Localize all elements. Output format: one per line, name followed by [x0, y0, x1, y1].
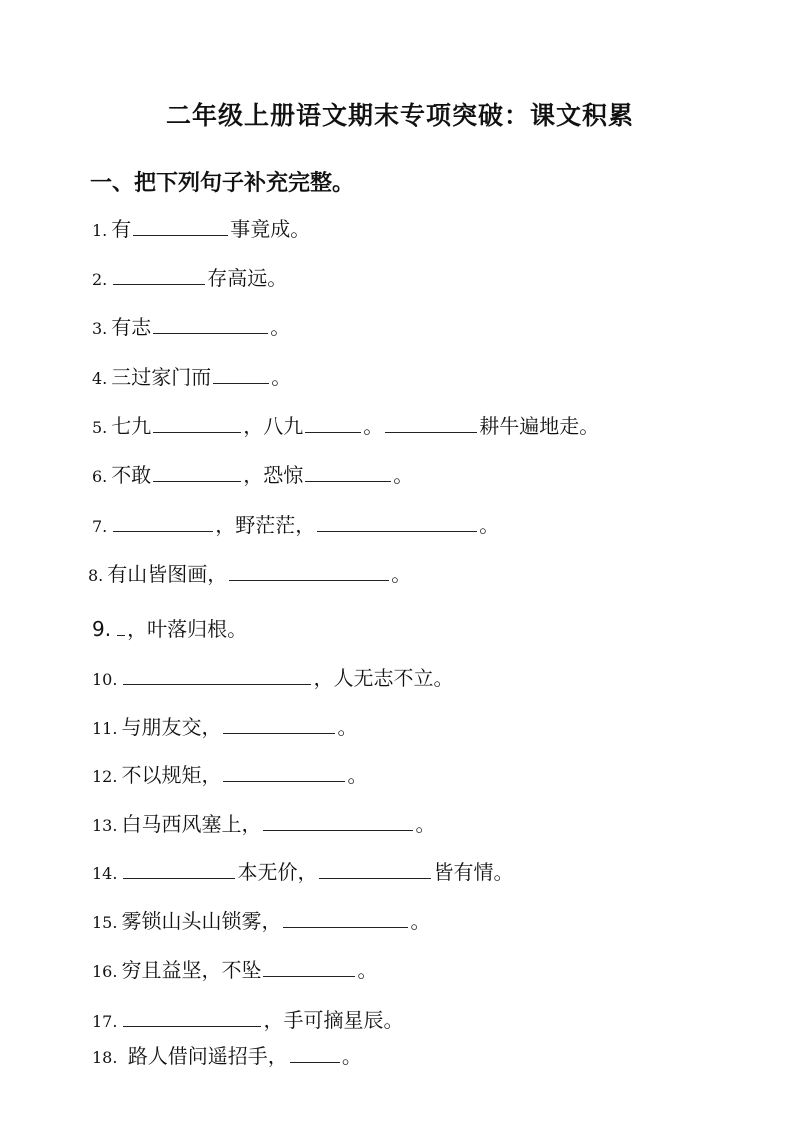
list-item [92, 216, 310, 244]
answer-blank[interactable] [117, 617, 125, 636]
list-item [92, 265, 287, 293]
answer-blank[interactable] [113, 513, 213, 532]
item-text: 七九 [111, 414, 152, 438]
item-text: 。 [410, 909, 431, 933]
item-text: 。 [393, 463, 414, 487]
item-text: 。 [391, 562, 412, 586]
item-text: 不敢 [111, 463, 152, 487]
section-title: 一、把下列句子补充完整。 [90, 171, 355, 196]
item-number: 10. [92, 670, 118, 689]
item-text: 耕牛遍地走。 [479, 414, 600, 438]
answer-blank[interactable] [290, 1044, 340, 1063]
list-item [92, 413, 599, 441]
item-text: ，恐惊 [243, 463, 304, 487]
item-text: ，野茫茫， [215, 513, 316, 537]
answer-blank[interactable] [133, 217, 228, 236]
item-number: 16. [92, 962, 118, 981]
item-number: 12. [92, 767, 118, 786]
item-text: 。 [415, 812, 436, 836]
item-number: 9. [92, 617, 112, 641]
item-text: 三过家门而 [111, 365, 212, 389]
item-text: ，手可摘星辰。 [263, 1008, 404, 1032]
item-number: 15. [92, 913, 118, 932]
item-text: 。 [341, 1044, 362, 1068]
item-text: ，八九 [243, 414, 304, 438]
answer-blank[interactable] [123, 666, 311, 685]
answer-blank[interactable] [123, 860, 235, 879]
item-text: 皆有情。 [433, 860, 514, 884]
item-text: 。 [271, 365, 292, 389]
item-text: 。 [357, 958, 378, 982]
answer-blank[interactable] [123, 1008, 261, 1027]
item-text: 事竟成。 [230, 217, 311, 241]
answer-blank[interactable] [113, 266, 205, 285]
answer-blank[interactable] [263, 812, 413, 831]
item-text: 白马西风塞上， [121, 812, 262, 836]
item-text: 。 [347, 763, 368, 787]
item-text: 。 [363, 414, 384, 438]
answer-blank[interactable] [153, 315, 268, 334]
list-item [92, 908, 430, 936]
list-item [88, 561, 411, 589]
item-text: 不以规矩， [121, 763, 222, 787]
answer-blank[interactable] [305, 463, 391, 482]
item-text: ，人无志不立。 [313, 666, 454, 690]
item-text: 穷且益坚，不坠 [121, 958, 262, 982]
list-item [92, 859, 513, 887]
answer-blank[interactable] [213, 365, 269, 384]
list-item [92, 462, 413, 490]
answer-blank[interactable] [317, 513, 477, 532]
answer-blank[interactable] [283, 909, 408, 928]
item-text: ，叶落归根。 [127, 617, 248, 641]
answer-blank[interactable] [305, 414, 361, 433]
item-number: 6. [92, 467, 108, 486]
item-number: 7. [92, 517, 108, 536]
item-number: 14. [92, 864, 118, 883]
answer-blank[interactable] [153, 414, 241, 433]
item-text: 。 [337, 715, 358, 739]
answer-blank[interactable] [229, 562, 389, 581]
answer-blank[interactable] [153, 463, 241, 482]
list-item [92, 1007, 403, 1035]
answer-blank[interactable] [223, 715, 335, 734]
answer-blank[interactable] [263, 958, 355, 977]
list-item [92, 1043, 362, 1071]
item-number: 4. [92, 369, 108, 388]
list-item [92, 714, 357, 742]
item-text: 。 [270, 315, 291, 339]
answer-blank[interactable] [319, 860, 431, 879]
item-text: 有 [111, 217, 132, 241]
list-item [92, 616, 247, 642]
page-title: 二年级上册语文期末专项突破：课文积累 [165, 101, 634, 130]
list-item [92, 314, 290, 342]
list-item [92, 762, 367, 790]
answer-blank[interactable] [385, 414, 477, 433]
item-text: 。 [479, 513, 500, 537]
item-text: 有志 [111, 315, 152, 339]
list-item [92, 364, 291, 392]
item-number: 5. [92, 418, 108, 437]
item-number: 1. [92, 221, 108, 240]
item-number: 8. [88, 566, 104, 585]
item-text: 与朋友交， [121, 715, 222, 739]
item-text: 路人借问遥招手， [127, 1044, 288, 1068]
item-number: 11. [92, 719, 118, 738]
item-number: 17. [92, 1012, 118, 1031]
item-number: 18. [92, 1048, 118, 1067]
item-text: 存高远。 [207, 266, 288, 290]
item-text: 本无价， [237, 860, 318, 884]
answer-blank[interactable] [223, 763, 345, 782]
list-item [92, 811, 435, 839]
item-number: 3. [92, 319, 108, 338]
list-item [92, 957, 377, 985]
list-item [92, 512, 499, 540]
list-item [92, 665, 453, 693]
item-text: 雾锁山头山锁雾， [121, 909, 282, 933]
item-text: 有山皆图画， [107, 562, 228, 586]
item-number: 2. [92, 270, 108, 289]
item-number: 13. [92, 816, 118, 835]
